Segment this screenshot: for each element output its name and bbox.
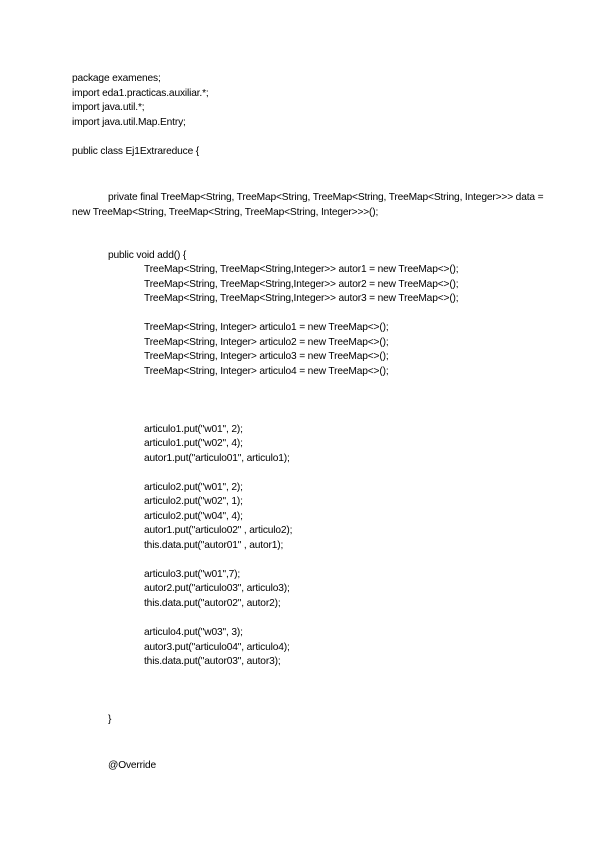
override-annotation: @Override <box>108 760 157 771</box>
code-line: articulo1.put("w01", 2); <box>144 424 243 435</box>
code-line: articulo2.put("w01", 2); <box>144 482 243 493</box>
code-line: TreeMap<String, Integer> articulo4 = new TreeMap<>(); <box>144 366 389 377</box>
code-line: TreeMap<String, Integer> articulo1 = new TreeMap<>(); <box>144 322 389 333</box>
code-line: TreeMap<String, Integer> articulo3 = new TreeMap<>(); <box>144 351 389 362</box>
code-line: articulo2.put("w02", 1); <box>144 496 243 507</box>
code-line: autor2.put("articulo03", articulo3); <box>144 583 290 594</box>
code-line: autor3.put("articulo04", articulo4); <box>144 642 290 653</box>
code-line: this.data.put("autor03", autor3); <box>144 656 281 667</box>
code-line: TreeMap<String, TreeMap<String,Integer>> autor2 = new TreeMap<>(); <box>144 279 459 290</box>
code-line: autor1.put("articulo01", articulo1); <box>144 453 290 464</box>
method-declaration: public void add() { <box>108 250 187 261</box>
import-line: import java.util.Map.Entry; <box>72 117 186 128</box>
code-line: articulo1.put("w02", 4); <box>144 438 243 449</box>
import-line: import eda1.practicas.auxiliar.*; <box>72 88 209 99</box>
code-line: TreeMap<String, TreeMap<String,Integer>> autor3 = new TreeMap<>(); <box>144 293 459 304</box>
code-line: articulo3.put("w01",7); <box>144 569 241 580</box>
code-line: articulo4.put("w03", 3); <box>144 627 243 638</box>
method-closing-brace: } <box>108 714 112 725</box>
import-line: import java.util.*; <box>72 102 145 113</box>
package-declaration: package examenes; <box>72 73 161 84</box>
code-line: autor1.put("articulo02" , articulo2); <box>144 525 293 536</box>
class-declaration: public class Ej1Extrareduce { <box>72 146 200 157</box>
code-line: TreeMap<String, TreeMap<String,Integer>> autor1 = new TreeMap<>(); <box>144 264 459 275</box>
code-line: this.data.put("autor01" , autor1); <box>144 540 284 551</box>
field-declaration-line: private final TreeMap<String, TreeMap<String, TreeMap<String, TreeMap<String, Integer>>> data = <box>108 192 544 203</box>
code-line: articulo2.put("w04", 4); <box>144 511 243 522</box>
code-line: this.data.put("autor02", autor2); <box>144 598 281 609</box>
code-line: TreeMap<String, Integer> articulo2 = new TreeMap<>(); <box>144 337 389 348</box>
field-declaration-line: new TreeMap<String, TreeMap<String, TreeMap<String, Integer>>>(); <box>72 207 379 218</box>
